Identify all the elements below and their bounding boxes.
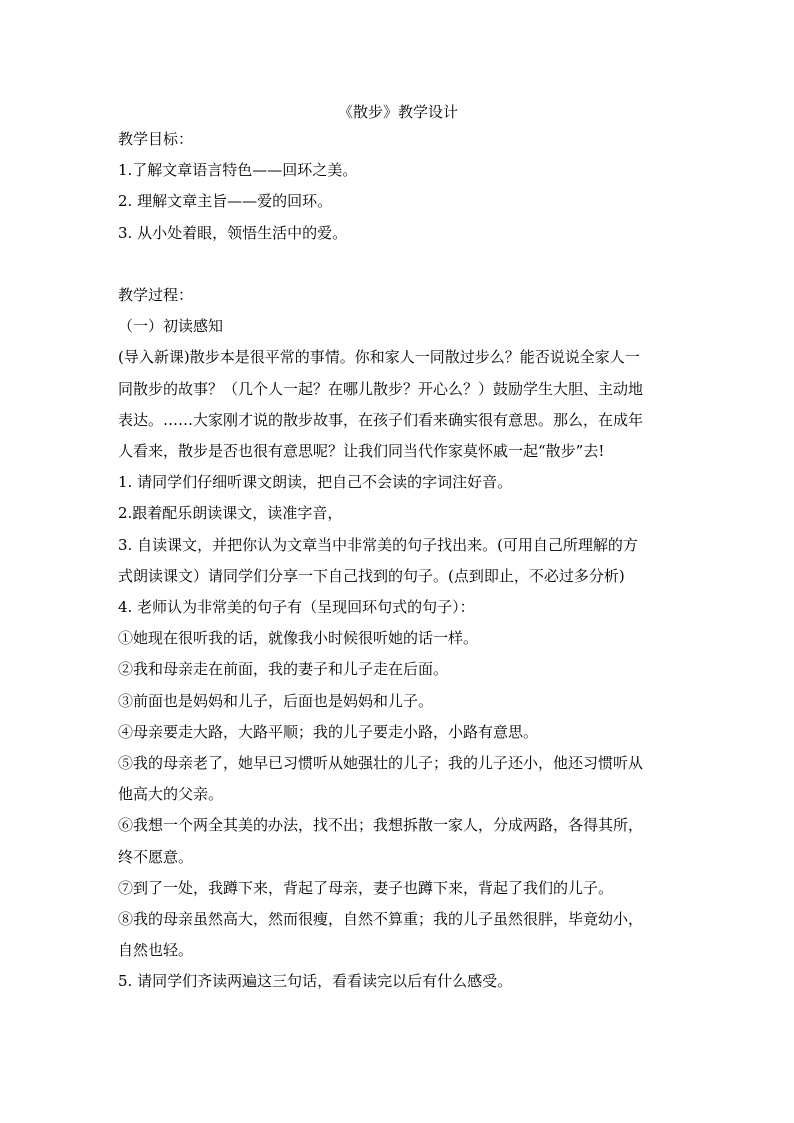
step-line: 4. 老师认为非常美的句子有（呈现回环句式的句子）： [118,598,475,617]
process-heading: 教学过程： [118,286,194,304]
sentence-line: ⑥我想一个两全其美的办法，找不出；我想拆散一家人，分成两路，各得其所， [118,816,644,835]
step-line: 2.跟着配乐朗读课文，读准字音， [118,504,343,523]
intro-paragraph-line: 人看来，散步是否也很有意思呢？让我们同当代作家莫怀戚一起“散步”去! [118,442,605,461]
sentence-line: 他高大的父亲。 [118,785,224,804]
sentence-line: ⑧我的母亲虽然高大，然而很瘦，自然不算重；我的儿子虽然很胖，毕竟幼小， [118,910,644,929]
sentence-line: ②我和母亲走在前面，我的妻子和儿子走在后面。 [118,660,449,679]
sentence-line: ⑤我的母亲老了，她早已习惯听从她强壮的儿子；我的儿子还小，他还习惯听从 [118,754,644,773]
document-page [118,100,678,998]
objective-item: 3. 从小处着眼，领悟生活中的爱。 [118,223,348,242]
objective-item: 1.了解文章语言特色——回环之美。 [118,161,358,180]
intro-paragraph-line: 表达。……大家刚才说的散步故事，在孩子们看来确实很有意思。那么，在成年 [118,410,644,429]
intro-paragraph-line: 同散步的故事？（几个人一起？在哪儿散步？开心么？）鼓励学生大胆、主动地 [118,379,644,398]
objectives-heading: 教学目标： [118,130,194,148]
step-line: 式朗读课文）请同学们分享一下自己找到的句子。(点到即止，不必过多分析) [118,566,625,585]
step-line: 1. 请同学们仔细听课文朗读，把自己不会读的字词注好音。 [118,473,513,492]
section-heading: （一）初读感知 [118,317,224,336]
step-line: 5. 请同学们齐读两遍这三句话，看看读完以后有什么感受。 [118,972,513,991]
sentence-line: ①她现在很听我的话，就像我小时候很听她的话一样。 [118,629,479,648]
objective-item: 2. 理解文章主旨——爱的回环。 [118,192,333,211]
intro-paragraph-line: (导入新课)散步本是很平常的事情。你和家人一同散过步么？能否说说全家人一 [118,348,640,367]
sentence-line: 终不愿意。 [118,847,194,866]
document-title: 《散步》教学设计 [337,103,458,121]
step-line: 3. 自读课文，并把你认为文章当中非常美的句子找出来。(可用自己所理解的方 [118,535,638,554]
sentence-line: 自然也轻。 [118,941,194,960]
sentence-line: ④母亲要走大路，大路平顺；我的儿子要走小路，小路有意思。 [118,722,539,741]
sentence-line: ③前面也是妈妈和儿子，后面也是妈妈和儿子。 [118,691,434,710]
blank-line [118,249,678,280]
sentence-line: ⑦到了一处，我蹲下来，背起了母亲，妻子也蹲下来，背起了我们的儿子。 [118,878,614,897]
